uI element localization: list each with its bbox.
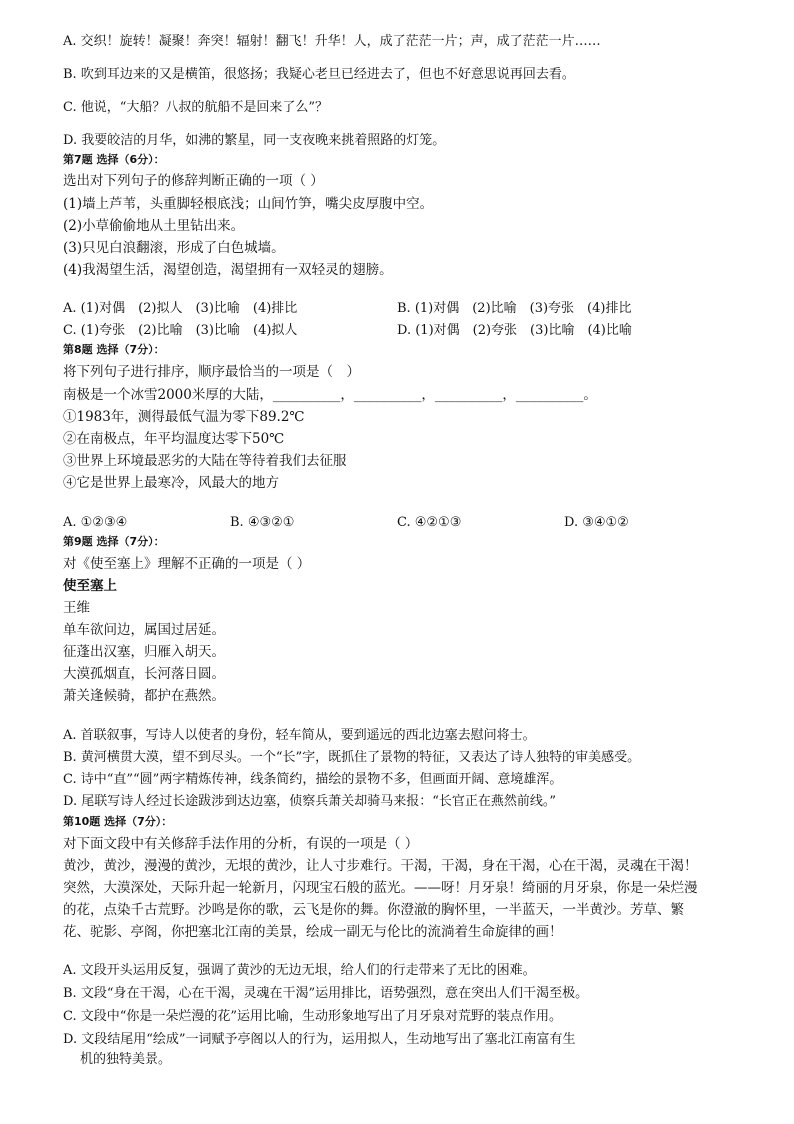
q8-stem: 将下列句子进行排序，顺序最恰当的一项是（ ）	[63, 364, 360, 380]
q9-option-d: D. 尾联写诗人经过长途跋涉到达边塞，侦察兵萧关却骑马来报：“长官正在燕然前线。”	[63, 794, 557, 809]
q10-stem: 对下面文段中有关修辞手法作用的分析，有误的一项是（ ）	[63, 836, 419, 852]
q9-header: 第9题 选择（7分）：	[63, 535, 165, 548]
poem-line-4: 萧关逢候骑，都护在燕然。	[63, 688, 225, 704]
q8-sentence-4: ④它是世界上最寒冷，风最大的地方	[63, 475, 279, 491]
q9-option-a: A. 首联叙事，写诗人以使者的身份，轻车简从，要到遥远的西北边塞去慰问将士。	[63, 728, 536, 743]
q7-sentence-1: (1)墙上芦苇，头重脚轻根底浅；山间竹笋，嘴尖皮厚腹中空。	[63, 196, 434, 212]
poem-line-2: 征蓬出汉塞，归雁入胡天。	[63, 644, 225, 660]
q7-option-a: A. (1)对偶 (2)拟人 (3)比喻 (4)排比	[63, 301, 298, 316]
q7-header: 第7题 选择（6分）：	[63, 153, 165, 166]
q7-option-b: B. (1)对偶 (2)比喻 (3)夸张 (4)排比	[397, 301, 632, 316]
q7-sentence-4: (4)我渴望生活，渴望创造，渴望拥有一双轻灵的翅膀。	[63, 262, 393, 278]
q7-sentence-2: (2)小草偷偷地从土里钻出来。	[63, 218, 245, 234]
q6-option-c: C. 他说，“大船？八叔的航船不是回来了么”？	[63, 100, 329, 115]
q8-sentence-2: ②在南极点，年平均温度达零下50℃	[63, 431, 285, 447]
q8-header: 第8题 选择（7分）：	[63, 343, 165, 356]
poem-title: 使至塞上	[63, 578, 117, 594]
q6-option-a: A. 交织！旋转！凝聚！奔突！辐射！翻飞！升华！人，成了茫茫一片；声，成了茫茫一片……	[63, 34, 601, 49]
q7-option-d: D. (1)对偶 (2)夸张 (3)比喻 (4)比喻	[397, 323, 632, 338]
q7-stem: 选出对下列句子的修辞判断正确的一项（ ）	[63, 173, 324, 189]
q9-option-b: B. 黄河横贯大漠，望不到尽头。一个“长”字，既抓住了景物的特征，又表达了诗人独特的审美感受。	[63, 750, 641, 765]
q8-option-d: D. ③④①②	[564, 515, 629, 530]
q10-passage-line-4: 花、驼影、亭阁，你把塞北江南的美景，绘成一副无与伦比的流淌着生命旋律的画！	[63, 924, 563, 940]
q10-option-b: B. 文段“身在干渴，心在干渴，灵魂在干渴”运用排比，语势强烈，意在突出人们干渴至极。	[63, 986, 589, 1001]
q8-sentence-1: ①1983年，测得最低气温为零下89.2℃	[63, 409, 305, 425]
q9-option-c: C. 诗中“直”“圆”两字精炼传神，线条简约，描绘的景物不多，但画面开阔、意境雄浑。	[63, 772, 563, 787]
q7-sentence-3: (3)只见白浪翻滚，形成了白色城墙。	[63, 240, 285, 256]
q7-option-c: C. (1)夸张 (2)比喻 (3)比喻 (4)拟人	[63, 323, 298, 338]
poem-line-3: 大漠孤烟直，长河落日圆。	[63, 666, 225, 682]
q9-stem: 对《使至塞上》理解不正确的一项是（ ）	[63, 556, 311, 572]
q8-sentence-3: ③世界上环境最恶劣的大陆在等待着我们去征服	[63, 453, 347, 469]
q6-option-d: D. 我要皎洁的月华，如沸的繁星，同一支夜晚来挑着照路的灯笼。	[63, 133, 446, 148]
q10-header: 第10题 选择（7分）：	[63, 815, 173, 828]
q8-fill-sentence: 南极是一个冰雪2000米厚的大陆，__________，__________，__________，__________。	[63, 387, 597, 403]
q10-option-d: D. 文段结尾用“绘成”一词赋予亭阁以人的行为，运用拟人，生动地写出了塞北江南富有生	[63, 1032, 576, 1047]
q10-option-a: A. 文段开头运用反复，强调了黄沙的无边无垠，给人们的行走带来了无比的困难。	[63, 963, 536, 978]
q8-option-b: B. ④③②①	[230, 515, 295, 530]
q10-option-c: C. 文段中“你是一朵烂漫的花”运用比喻，生动形象地写出了月牙泉对荒野的装点作用。	[63, 1009, 563, 1024]
q6-option-b: B. 吹到耳边来的又是横笛，很悠扬；我疑心老旦已经进去了，但也不好意思说再回去看。	[63, 67, 575, 82]
q10-passage-line-2: 突然，大漠深处，天际升起一轮新月，闪现宝石般的蓝光。——呀！月牙泉！绮丽的月牙泉，你是一朵烂漫	[63, 880, 698, 896]
q10-passage-line-3: 的花，点染千古荒野。沙鸣是你的歌，云飞是你的舞。你澄澈的胸怀里，一半蓝天，一半黄沙。芳草、繁	[63, 902, 684, 918]
poem-author: 王维	[63, 600, 90, 616]
q10-option-d-continued: 机的独特美景。	[80, 1052, 172, 1067]
poem-line-1: 单车欲问边，属国过居延。	[63, 622, 225, 638]
q10-passage-line-1: 黄沙，黄沙，漫漫的黄沙，无垠的黄沙，让人寸步难行。干渴，干渴，身在干渴，心在干渴，灵魂在干渴！	[63, 858, 698, 874]
q8-option-c: C. ④②①③	[397, 515, 462, 530]
q8-option-a: A. ①②③④	[63, 515, 128, 530]
